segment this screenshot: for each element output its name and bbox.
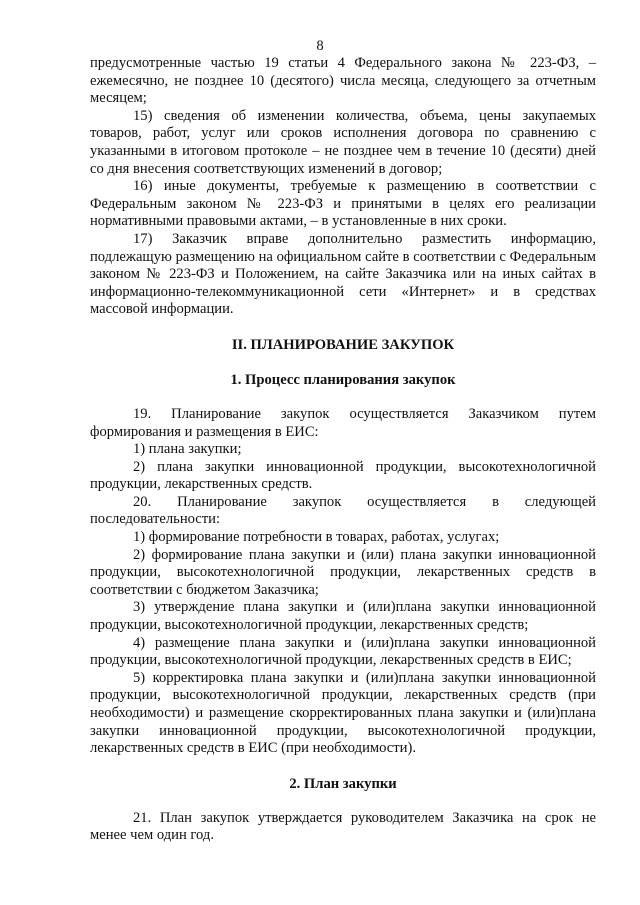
paragraph-item-17: 17) Заказчик вправе дополнительно разместить информацию, подлежащую размещению на официальном сайте в соответствии с Федеральным законом № 223-ФЗ и Положением, на сайте Заказчика или на иных сайтах в информационно-телекоммуникационной сети «Интернет» и в средствах массовой информации.: [90, 230, 596, 318]
paragraph-20-item-3: 3) утверждение плана закупки и (или)плана закупки инновационной продукции, высокотехнологичной продукции, лекарственных средств;: [90, 599, 596, 634]
page-number: 8: [316, 38, 324, 54]
paragraph-19-item-1: 1) плана закупки;: [133, 441, 242, 458]
paragraph-continuation: предусмотренные частью 19 статьи 4 Федерального закона № 223-ФЗ, – ежемесячно, не позднее 10 (десятого) числа месяца, следующего за отчетным месяцем;: [90, 55, 596, 107]
document-body: [90, 55, 596, 845]
paragraph-21: 21. План закупок утверждается руководителем Заказчика на срок не менее чем один год.: [90, 809, 596, 844]
paragraph-20-item-4: 4) размещение плана закупки и (или)плана закупки инновационной продукции, высокотехнологичной продукции, лекарственных средств в ЕИС;: [90, 634, 596, 669]
paragraph-item-15: 15) сведения об изменении количества, объема, цены закупаемых товаров, работ, услуг или сроков исполнения договора по сравнению с указанными в итоговом протоколе – не позднее чем в течение 10 (десяти) дней со дня внесения соответствующих изменений в договор;: [90, 107, 596, 177]
paragraph-20-item-5: 5) корректировка плана закупки и (или)плана закупки инновационной продукции, высокотехнологичной продукции, лекарственных средств (при необходимости) и размещение скорректированных плана закупки и (или)плана закупки инновационной продукции, высокотехнологичной продукции, лекарственных средств в ЕИС (при необходимости).: [90, 669, 596, 757]
paragraph-19: 19. Планирование закупок осуществляется Заказчиком путем формирования и размещения в ЕИС:: [90, 405, 596, 440]
subsection-title-2: 2. План закупки: [289, 775, 397, 792]
paragraph-20: 20. Планирование закупок осуществляется в следующей последовательности:: [90, 493, 596, 528]
paragraph-19-item-2: 2) плана закупки инновационной продукции, высокотехнологичной продукции, лекарственных средств.: [90, 458, 596, 493]
paragraph-20-item-2: 2) формирование плана закупки и (или) плана закупки инновационной продукции, высокотехнологичной продукции, лекарственных средств в соответствии с бюджетом Заказчика;: [90, 546, 596, 598]
subsection-title-1: 1. Процесс планирования закупок: [230, 371, 456, 388]
paragraph-item-16: 16) иные документы, требуемые к размещению в соответствии с Федеральным законом № 223-ФЗ и принятыми в целях его реализации нормативными правовыми актами, – в установленные в них сроки.: [90, 178, 596, 230]
section-title: II. ПЛАНИРОВАНИЕ ЗАКУПОК: [231, 336, 455, 353]
paragraph-20-item-1: 1) формирование потребности в товарах, работах, услугах;: [133, 529, 500, 546]
